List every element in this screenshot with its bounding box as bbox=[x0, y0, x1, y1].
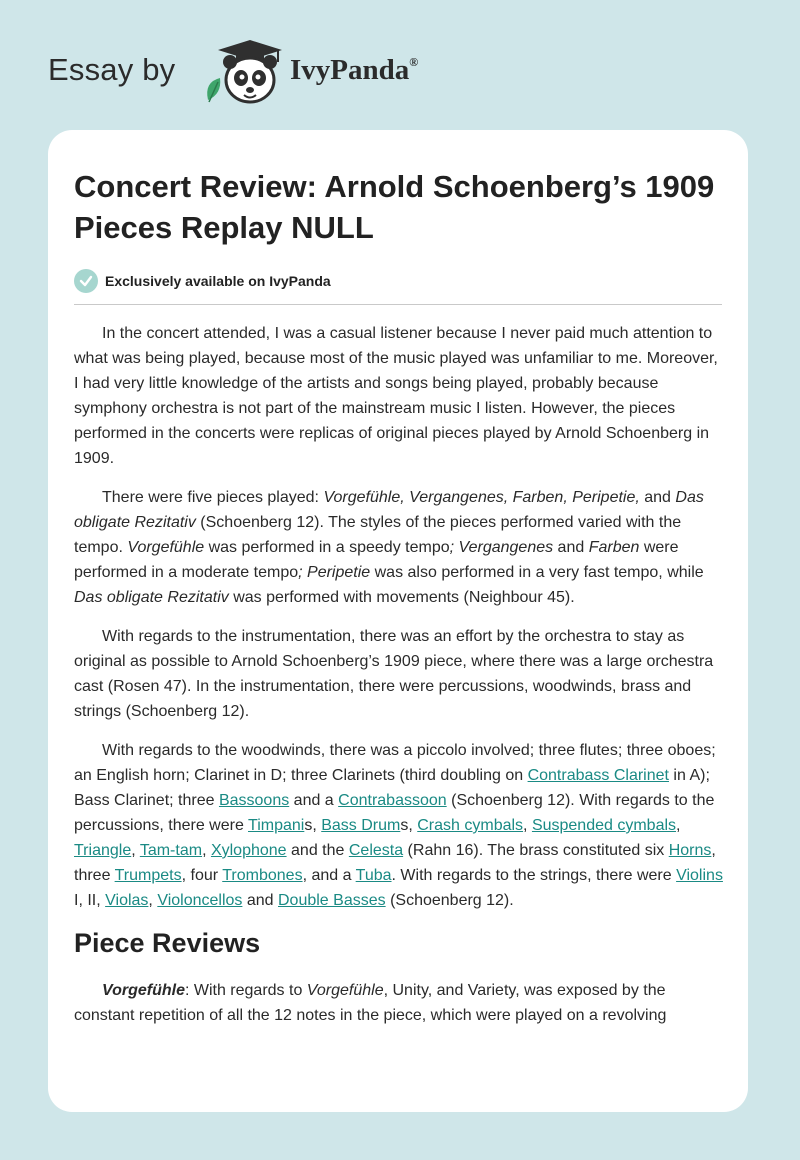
link-celesta[interactable]: Celesta bbox=[348, 842, 404, 859]
divider bbox=[74, 304, 722, 305]
link-trumpets[interactable]: Trumpets bbox=[114, 867, 182, 884]
link-violins[interactable]: Violins bbox=[676, 867, 723, 884]
link-bass-drum[interactable]: Bass Drum bbox=[321, 817, 401, 834]
article-card bbox=[48, 130, 748, 1112]
section-heading: Piece Reviews bbox=[74, 928, 261, 958]
link-xylophone[interactable]: Xylophone bbox=[210, 842, 287, 859]
link-double-basses[interactable]: Double Basses bbox=[278, 892, 386, 909]
paragraph-1: In the concert attended, I was a casual listener because I never paid much attention to what was being played, because most of the music played was unfamiliar to me. Moreover, I had very little knowledge of the artists and songs being played, probably because symphony orchestra is not part of the mainstream music I listen. However, the pieces performed in the concerts were replicas of original pieces played by Arnold Schoenberg in 1909. bbox=[74, 325, 718, 467]
link-horns[interactable]: Horns bbox=[668, 842, 712, 859]
paragraph-4: With regards to the woodwinds, there was a piccolo involved; three flutes; three oboes; an English horn; Clarinet in D; three Clarinets (third doubling on Contrabass Clarinet in A); Bass Clarinet; three Bassoons and a Contrabassoon (Schoenberg 12). With regards to the percussions, there were Timpanis, Bass Drums, Crash cymbals, Suspended cymbals, Triangle, Tam-tam, Xylophone and the Celesta (Rahn 16). The brass constituted six Horns, three Trumpets, four Trombones, and a Tuba. With regards to the strings, there were Violins I, II, Violas, Violoncellos and Double Basses (Schoenberg 12). bbox=[74, 742, 723, 909]
article-body bbox=[74, 321, 724, 1028]
link-triangle[interactable]: Triangle bbox=[74, 842, 132, 859]
paragraph-2: There were five pieces played: Vorgefühle, Vergangenes, Farben, Peripetie, and Das obligate Rezitativ (Schoenberg 12). The styles of the pieces performed varied with the tempo. Vorgefühle was performed in a speedy tempo; Vergangenes and Farben were performed in a moderate tempo; Peripetie was also performed in a very fast tempo, while Das obligate Rezitativ was performed with movements (Neighbour 45). bbox=[74, 489, 704, 606]
link-violoncellos[interactable]: Violoncellos bbox=[157, 892, 243, 909]
panda-logo-icon[interactable] bbox=[200, 38, 286, 108]
link-timpani[interactable]: Timpani bbox=[248, 817, 305, 834]
article-title: Concert Review: Arnold Schoenberg’s 1909 Pieces Replay NULL bbox=[74, 169, 715, 245]
check-icon bbox=[74, 269, 98, 293]
link-tuba[interactable]: Tuba bbox=[355, 867, 392, 884]
exclusive-label: Exclusively available on IvyPanda bbox=[105, 273, 331, 289]
registered-mark: ® bbox=[409, 55, 419, 70]
essay-by-label: Essay by bbox=[48, 52, 176, 87]
link-contrabass-clarinet[interactable]: Contrabass Clarinet bbox=[527, 767, 669, 784]
site-header bbox=[48, 38, 752, 108]
link-violas[interactable]: Violas bbox=[105, 892, 149, 909]
link-contrabassoon[interactable]: Contrabassoon bbox=[338, 792, 447, 809]
paragraph-5: Vorgefühle: With regards to Vorgefühle, Unity, and Variety, was exposed by the constant repetition of all the 12 notes in the piece, which were played on a revolving bbox=[74, 982, 667, 1024]
link-tam-tam[interactable]: Tam-tam bbox=[139, 842, 203, 859]
exclusive-badge bbox=[74, 268, 724, 294]
link-crash-cymbals[interactable]: Crash cymbals bbox=[417, 817, 524, 834]
brand-name[interactable]: IvyPanda® bbox=[290, 54, 419, 86]
link-suspended-cymbals[interactable]: Suspended cymbals bbox=[531, 817, 677, 834]
paragraph-3: With regards to the instrumentation, there was an effort by the orchestra to stay as original as possible to Arnold Schoenberg’s 1909 piece, where there was a large orchestra cast (Rosen 47). In the instrumentation, there were percussions, woodwinds, brass and strings (Schoenberg 12). bbox=[74, 628, 714, 720]
link-trombones[interactable]: Trombones bbox=[222, 867, 303, 884]
link-bassoons[interactable]: Bassoons bbox=[218, 792, 290, 809]
